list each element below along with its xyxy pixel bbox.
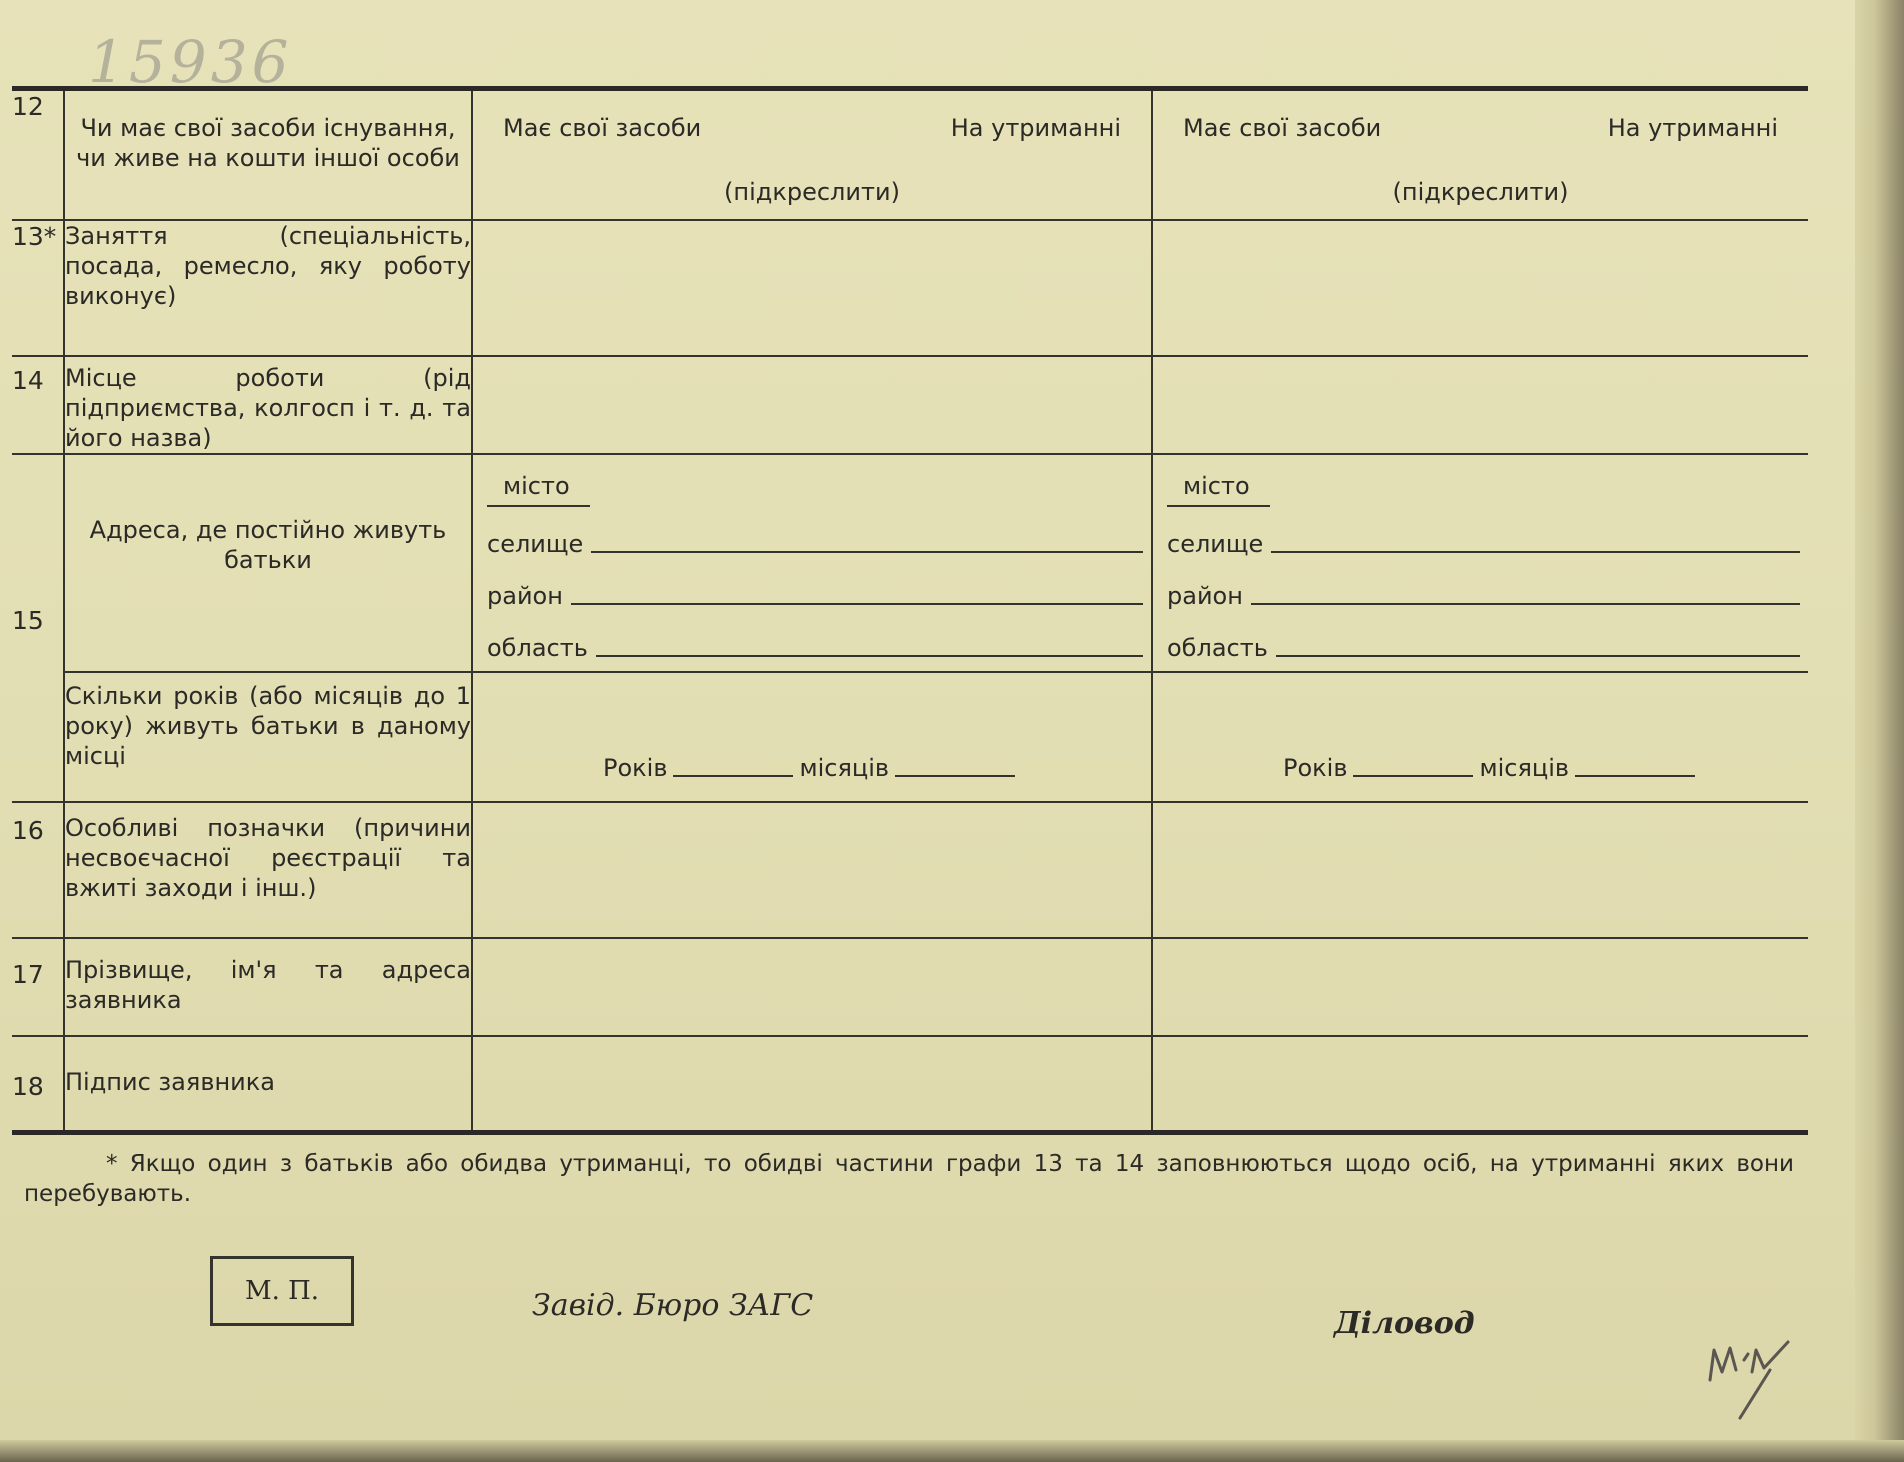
village-label: селище [1167, 530, 1264, 558]
region-label: область [1167, 634, 1268, 662]
district-label: район [487, 582, 563, 610]
row-question: Заняття (спеціальність, посада, ремесло, яку роботу виконує) [64, 220, 472, 356]
duration-line[interactable] [1283, 753, 1701, 783]
district-label: район [1167, 582, 1243, 610]
region-label: область [487, 634, 588, 662]
signature-field[interactable] [472, 1036, 1152, 1132]
means-options-father[interactable] [472, 89, 1152, 221]
handwritten-signature [1700, 1330, 1810, 1420]
row-question: Місце роботи (рід підприємства, колгосп і т. д. та його назва) [64, 356, 472, 454]
city-label: місто [1167, 471, 1270, 507]
row-13 [12, 220, 1808, 356]
row-number: 14 [12, 356, 64, 454]
occupation-field-father[interactable] [472, 220, 1152, 356]
row-question: Особливі позначки (причини несвоєчасної реєстрації та вжиті заходи і інш.) [64, 802, 472, 938]
district-line[interactable] [1153, 559, 1808, 611]
head-signature-label: Завід. Бюро ЗАГС [532, 1288, 814, 1323]
city-line[interactable] [473, 455, 1151, 507]
duration-field-father[interactable] [472, 672, 1152, 802]
applicant-field[interactable] [472, 938, 1152, 1036]
underline-note: (підкреслити) [724, 178, 900, 206]
months-label: місяців [1479, 754, 1570, 782]
months-rule [1575, 775, 1695, 777]
district-rule [1251, 603, 1800, 605]
workplace-field-father[interactable] [472, 356, 1152, 454]
option-own-means[interactable]: Має свої засоби [503, 114, 702, 142]
workplace-field-mother[interactable] [1152, 356, 1808, 454]
applicant-field-2[interactable] [1152, 938, 1808, 1036]
months-rule [895, 775, 1015, 777]
years-label: Років [1283, 754, 1348, 782]
row-number-label: 15 [12, 606, 44, 635]
underline-note: (підкреслити) [1392, 178, 1569, 206]
region-line[interactable] [1153, 611, 1808, 663]
region-rule [596, 655, 1143, 657]
address-field-father[interactable] [472, 454, 1152, 672]
row-12 [12, 89, 1808, 221]
stamp-place: М. П. [210, 1256, 354, 1326]
village-label: селище [487, 530, 584, 558]
address-field-mother[interactable] [1152, 454, 1808, 672]
notes-field-mother[interactable] [1152, 802, 1808, 938]
row-17 [12, 938, 1808, 1036]
notes-field-father[interactable] [472, 802, 1152, 938]
village-rule [1271, 551, 1800, 553]
duration-field-mother[interactable] [1152, 672, 1808, 802]
months-label: місяців [799, 754, 890, 782]
years-rule [673, 775, 793, 777]
row-question: Прізвище, ім'я та адреса заявника [64, 938, 472, 1036]
row-number [12, 454, 64, 802]
district-rule [571, 603, 1143, 605]
row-question: Скільки років (або місяців до 1 року) живуть батьки в даному місці [64, 672, 472, 802]
occupation-field-mother[interactable] [1152, 220, 1808, 356]
means-options-mother[interactable] [1152, 89, 1808, 221]
row-question: Адреса, де постійно живуть батьки [64, 454, 472, 672]
village-rule [591, 551, 1143, 553]
row-question: Підпис заявника [64, 1036, 472, 1132]
row-16 [12, 802, 1808, 938]
row-number: 16 [12, 802, 64, 938]
years-label: Років [603, 754, 668, 782]
row-number: 18 [12, 1036, 64, 1132]
registration-form-table [12, 86, 1808, 1135]
village-line[interactable] [1153, 507, 1808, 559]
row-15-duration [12, 672, 1808, 802]
row-14 [12, 356, 1808, 454]
region-line[interactable] [473, 611, 1151, 663]
page-edge [1855, 0, 1904, 1462]
row-number: 17 [12, 938, 64, 1036]
clerk-signature-label: Діловод [1334, 1306, 1475, 1341]
option-own-means[interactable]: Має свої засоби [1183, 114, 1382, 142]
footnote: * Якщо один з батьків або обидва утриманці, то обидві частини графи 13 та 14 заповнюються щодо осіб, на утриманні яких вони перебувають. [24, 1151, 1794, 1207]
village-line[interactable] [473, 507, 1151, 559]
row-number: 13* [12, 220, 64, 356]
row-15-address [12, 454, 1808, 672]
city-label: місто [487, 471, 590, 507]
archive-number: 15936 [88, 28, 293, 96]
row-number: 12 [12, 89, 64, 221]
signature-field-2[interactable] [1152, 1036, 1808, 1132]
city-line[interactable] [1153, 455, 1808, 507]
option-dependent[interactable]: На утриманні [950, 114, 1121, 142]
duration-line[interactable] [603, 753, 1021, 783]
option-dependent[interactable]: На утриманні [1607, 114, 1778, 142]
row-18 [12, 1036, 1808, 1132]
years-rule [1353, 775, 1473, 777]
district-line[interactable] [473, 559, 1151, 611]
row-question: Чи має свої засоби існування, чи живе на кошти іншої особи [64, 89, 472, 221]
page-bottom-edge [0, 1440, 1904, 1462]
region-rule [1276, 655, 1800, 657]
